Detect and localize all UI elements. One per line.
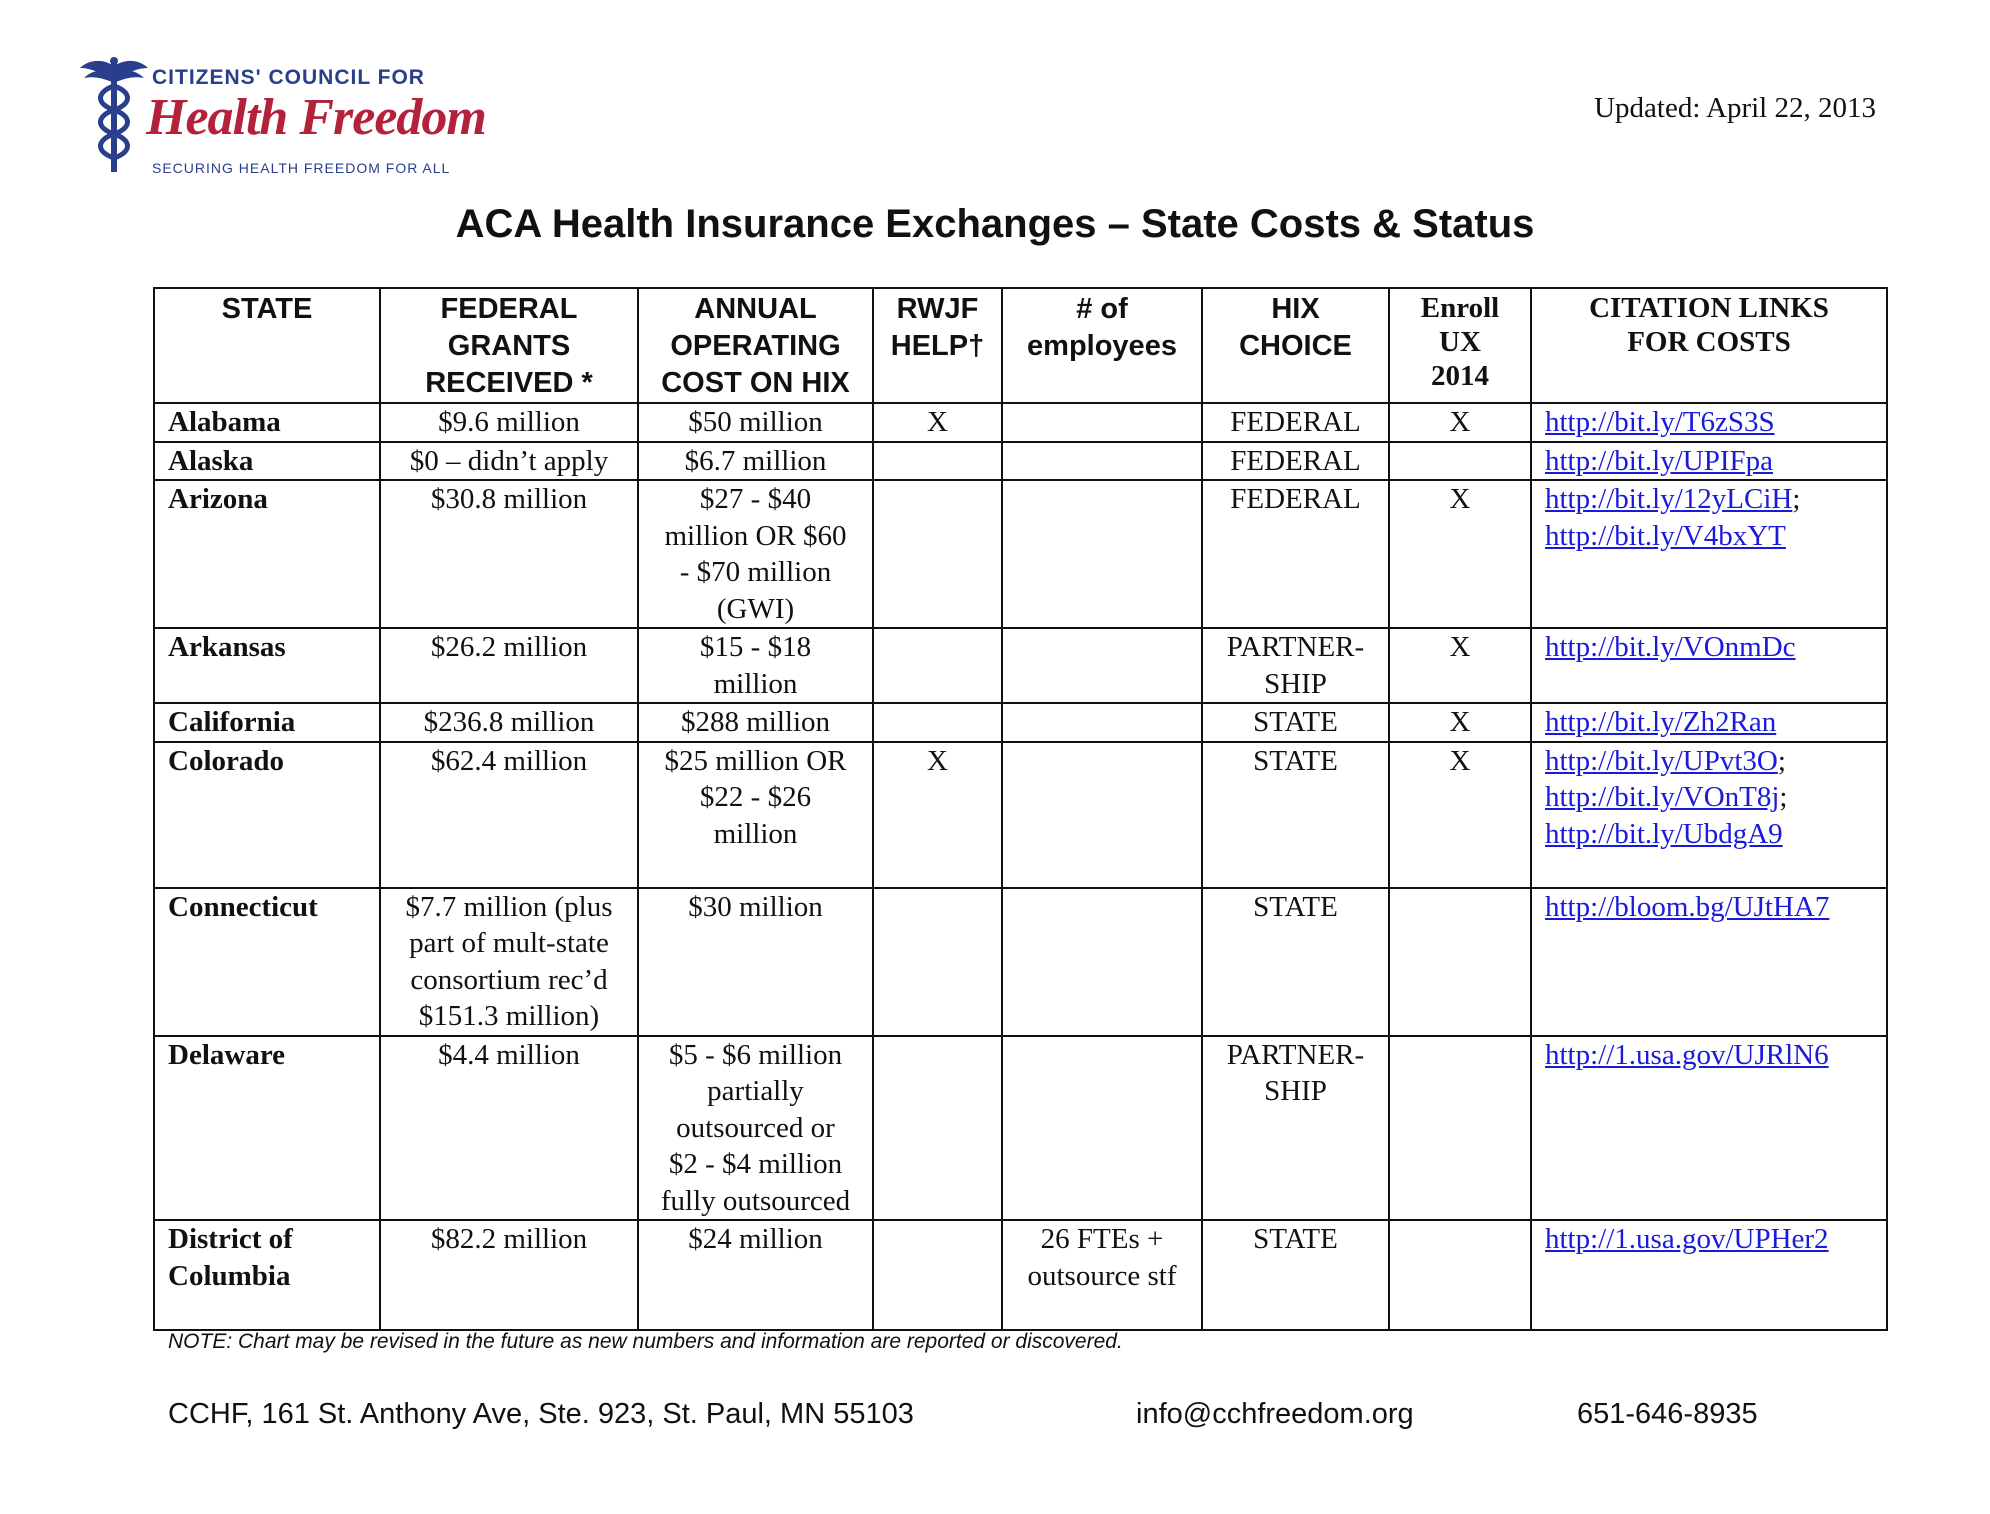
enroll-cell — [1389, 1036, 1531, 1221]
employees-cell — [1002, 480, 1202, 628]
state-cell: Arkansas — [154, 628, 380, 703]
enroll-cell: X — [1389, 703, 1531, 742]
table-header-row — [154, 288, 1887, 403]
hix-choice-cell: FEDERAL — [1202, 480, 1389, 628]
employees-cell — [1002, 888, 1202, 1036]
state-cell: District of Columbia — [154, 1220, 380, 1330]
rwjf-cell — [873, 888, 1002, 1036]
citation-link[interactable]: http://bit.ly/UPvt3O — [1545, 744, 1778, 777]
state-cell: Delaware — [154, 1036, 380, 1221]
exchange-table — [153, 287, 1888, 1331]
header-hix-choice: HIX CHOICE — [1202, 288, 1389, 403]
grants-cell: $0 – didn’t apply — [380, 442, 638, 481]
citation-link[interactable]: http://bit.ly/VOnT8j — [1545, 781, 1780, 813]
citation-link[interactable]: http://bit.ly/VOnmDc — [1545, 631, 1796, 663]
cost-cell: $288 million — [638, 703, 873, 742]
enroll-cell: X — [1389, 742, 1531, 888]
header-state: STATE — [154, 288, 380, 403]
employees-cell — [1002, 1036, 1202, 1221]
updated-date: Updated: April 22, 2013 — [1594, 92, 1876, 124]
citation-link[interactable]: http://bit.ly/UbdgA9 — [1545, 817, 1783, 850]
employees-cell: 26 FTEs + outsource stf — [1002, 1220, 1202, 1330]
enroll-cell: X — [1389, 480, 1531, 628]
citation-cell — [1531, 888, 1887, 1036]
state-cell: California — [154, 703, 380, 742]
table-row — [154, 403, 1887, 442]
rwjf-cell: X — [873, 403, 1002, 442]
enroll-cell — [1389, 442, 1531, 481]
grants-cell: $236.8 million — [380, 703, 638, 742]
citation-link[interactable]: http://bit.ly/T6zS3S — [1545, 406, 1775, 438]
table-row — [154, 1220, 1887, 1330]
table-row — [154, 1036, 1887, 1221]
hix-choice-cell: STATE — [1202, 1220, 1389, 1330]
header-federal-grants: FEDERAL GRANTS RECEIVED * — [380, 288, 638, 403]
state-cell: Alaska — [154, 442, 380, 481]
cost-cell: $50 million — [638, 403, 873, 442]
table-row — [154, 480, 1887, 628]
logo-line2: Health Freedom — [146, 89, 486, 146]
enroll-cell — [1389, 1220, 1531, 1330]
employees-cell — [1002, 442, 1202, 481]
cost-cell: $27 - $40 million OR $60 - $70 million (GWI) — [638, 480, 873, 628]
rwjf-cell: X — [873, 742, 1002, 888]
state-cell: Colorado — [154, 742, 380, 888]
header-annual-cost: ANNUAL OPERATING COST ON HIX — [638, 288, 873, 403]
rwjf-cell — [873, 703, 1002, 742]
cchf-logo — [78, 56, 486, 186]
rwjf-cell — [873, 1220, 1002, 1330]
citation-cell — [1531, 628, 1887, 703]
citation-cell: http://bit.ly/12yLCiH; http://bit.ly/V4bxYT — [1531, 480, 1887, 628]
header-citation-links: CITATION LINKS FOR COSTS — [1531, 288, 1887, 403]
rwjf-cell — [873, 628, 1002, 703]
cost-cell: $30 million — [638, 888, 873, 1036]
table-row — [154, 742, 1887, 888]
header-rwjf-help: RWJF HELP† — [873, 288, 1002, 403]
citation-link[interactable]: http://bloom.bg/UJtHA7 — [1545, 890, 1830, 923]
grants-cell: $9.6 million — [380, 403, 638, 442]
footer-address: CCHF, 161 St. Anthony Ave, Ste. 923, St. Paul, MN 55103 — [168, 1398, 914, 1430]
hix-choice-cell: STATE — [1202, 888, 1389, 1036]
header-employees: # of employees — [1002, 288, 1202, 403]
table-row — [154, 628, 1887, 703]
employees-cell — [1002, 628, 1202, 703]
citation-cell — [1531, 403, 1887, 442]
hix-choice-cell: FEDERAL — [1202, 442, 1389, 481]
cost-cell: $6.7 million — [638, 442, 873, 481]
page-title: ACA Health Insurance Exchanges – State Costs & Status — [455, 202, 1535, 246]
employees-cell — [1002, 403, 1202, 442]
enroll-cell — [1389, 888, 1531, 1036]
table-row — [154, 703, 1887, 742]
citation-link[interactable]: http://bit.ly/12yLCiH — [1545, 483, 1793, 515]
grants-cell: $30.8 million — [380, 480, 638, 628]
citation-link[interactable]: http://1.usa.gov/UJRlN6 — [1545, 1038, 1829, 1071]
rwjf-cell — [873, 480, 1002, 628]
hix-choice-cell: STATE — [1202, 703, 1389, 742]
grants-cell: $4.4 million — [380, 1036, 638, 1221]
logo-line3: SECURING HEALTH FREEDOM FOR ALL — [152, 160, 451, 176]
state-cell: Arizona — [154, 480, 380, 628]
footer-phone: 651-646-8935 — [1577, 1398, 1758, 1430]
hix-choice-cell: PARTNER- SHIP — [1202, 628, 1389, 703]
state-cell: Connecticut — [154, 888, 380, 1036]
citation-cell — [1531, 442, 1887, 481]
citation-link[interactable]: http://bit.ly/Zh2Ran — [1545, 706, 1777, 738]
citation-link[interactable]: http://1.usa.gov/UPHer2 — [1545, 1223, 1829, 1255]
footer-email: info@cchfreedom.org — [1136, 1398, 1414, 1430]
hix-choice-cell: STATE — [1202, 742, 1389, 888]
citation-cell — [1531, 703, 1887, 742]
citation-link[interactable]: http://bit.ly/UPIFpa — [1545, 444, 1773, 477]
employees-cell — [1002, 703, 1202, 742]
cost-cell: $5 - $6 million partially outsourced or $2 - $4 million fully outsourced — [638, 1036, 873, 1221]
enroll-cell: X — [1389, 628, 1531, 703]
table-row — [154, 442, 1887, 481]
hix-choice-cell: FEDERAL — [1202, 403, 1389, 442]
revision-note: NOTE: Chart may be revised in the future as new numbers and information are reported or discovered. — [168, 1330, 1123, 1353]
logo-line1: CITIZENS' COUNCIL FOR — [152, 66, 425, 89]
citation-cell — [1531, 1036, 1887, 1221]
grants-cell: $82.2 million — [380, 1220, 638, 1330]
citation-cell — [1531, 1220, 1887, 1330]
cost-cell: $24 million — [638, 1220, 873, 1330]
caduceus-icon — [78, 56, 150, 176]
citation-cell: http://bit.ly/UPvt3O; http://bit.ly/VOnT8j; http://bit.ly/UbdgA9 — [1531, 742, 1887, 888]
header-enroll-ux: Enroll UX 2014 — [1389, 288, 1531, 403]
hix-choice-cell: PARTNER- SHIP — [1202, 1036, 1389, 1221]
enroll-cell: X — [1389, 403, 1531, 442]
state-cell: Alabama — [154, 403, 380, 442]
cost-cell: $25 million OR $22 - $26 million — [638, 742, 873, 888]
citation-link[interactable]: http://bit.ly/V4bxYT — [1545, 519, 1786, 552]
rwjf-cell — [873, 442, 1002, 481]
employees-cell — [1002, 742, 1202, 888]
grants-cell: $26.2 million — [380, 628, 638, 703]
cost-cell: $15 - $18 million — [638, 628, 873, 703]
table-row — [154, 888, 1887, 1036]
grants-cell: $7.7 million (plus part of mult-state consortium rec’d $151.3 million) — [380, 888, 638, 1036]
rwjf-cell — [873, 1036, 1002, 1221]
grants-cell: $62.4 million — [380, 742, 638, 888]
